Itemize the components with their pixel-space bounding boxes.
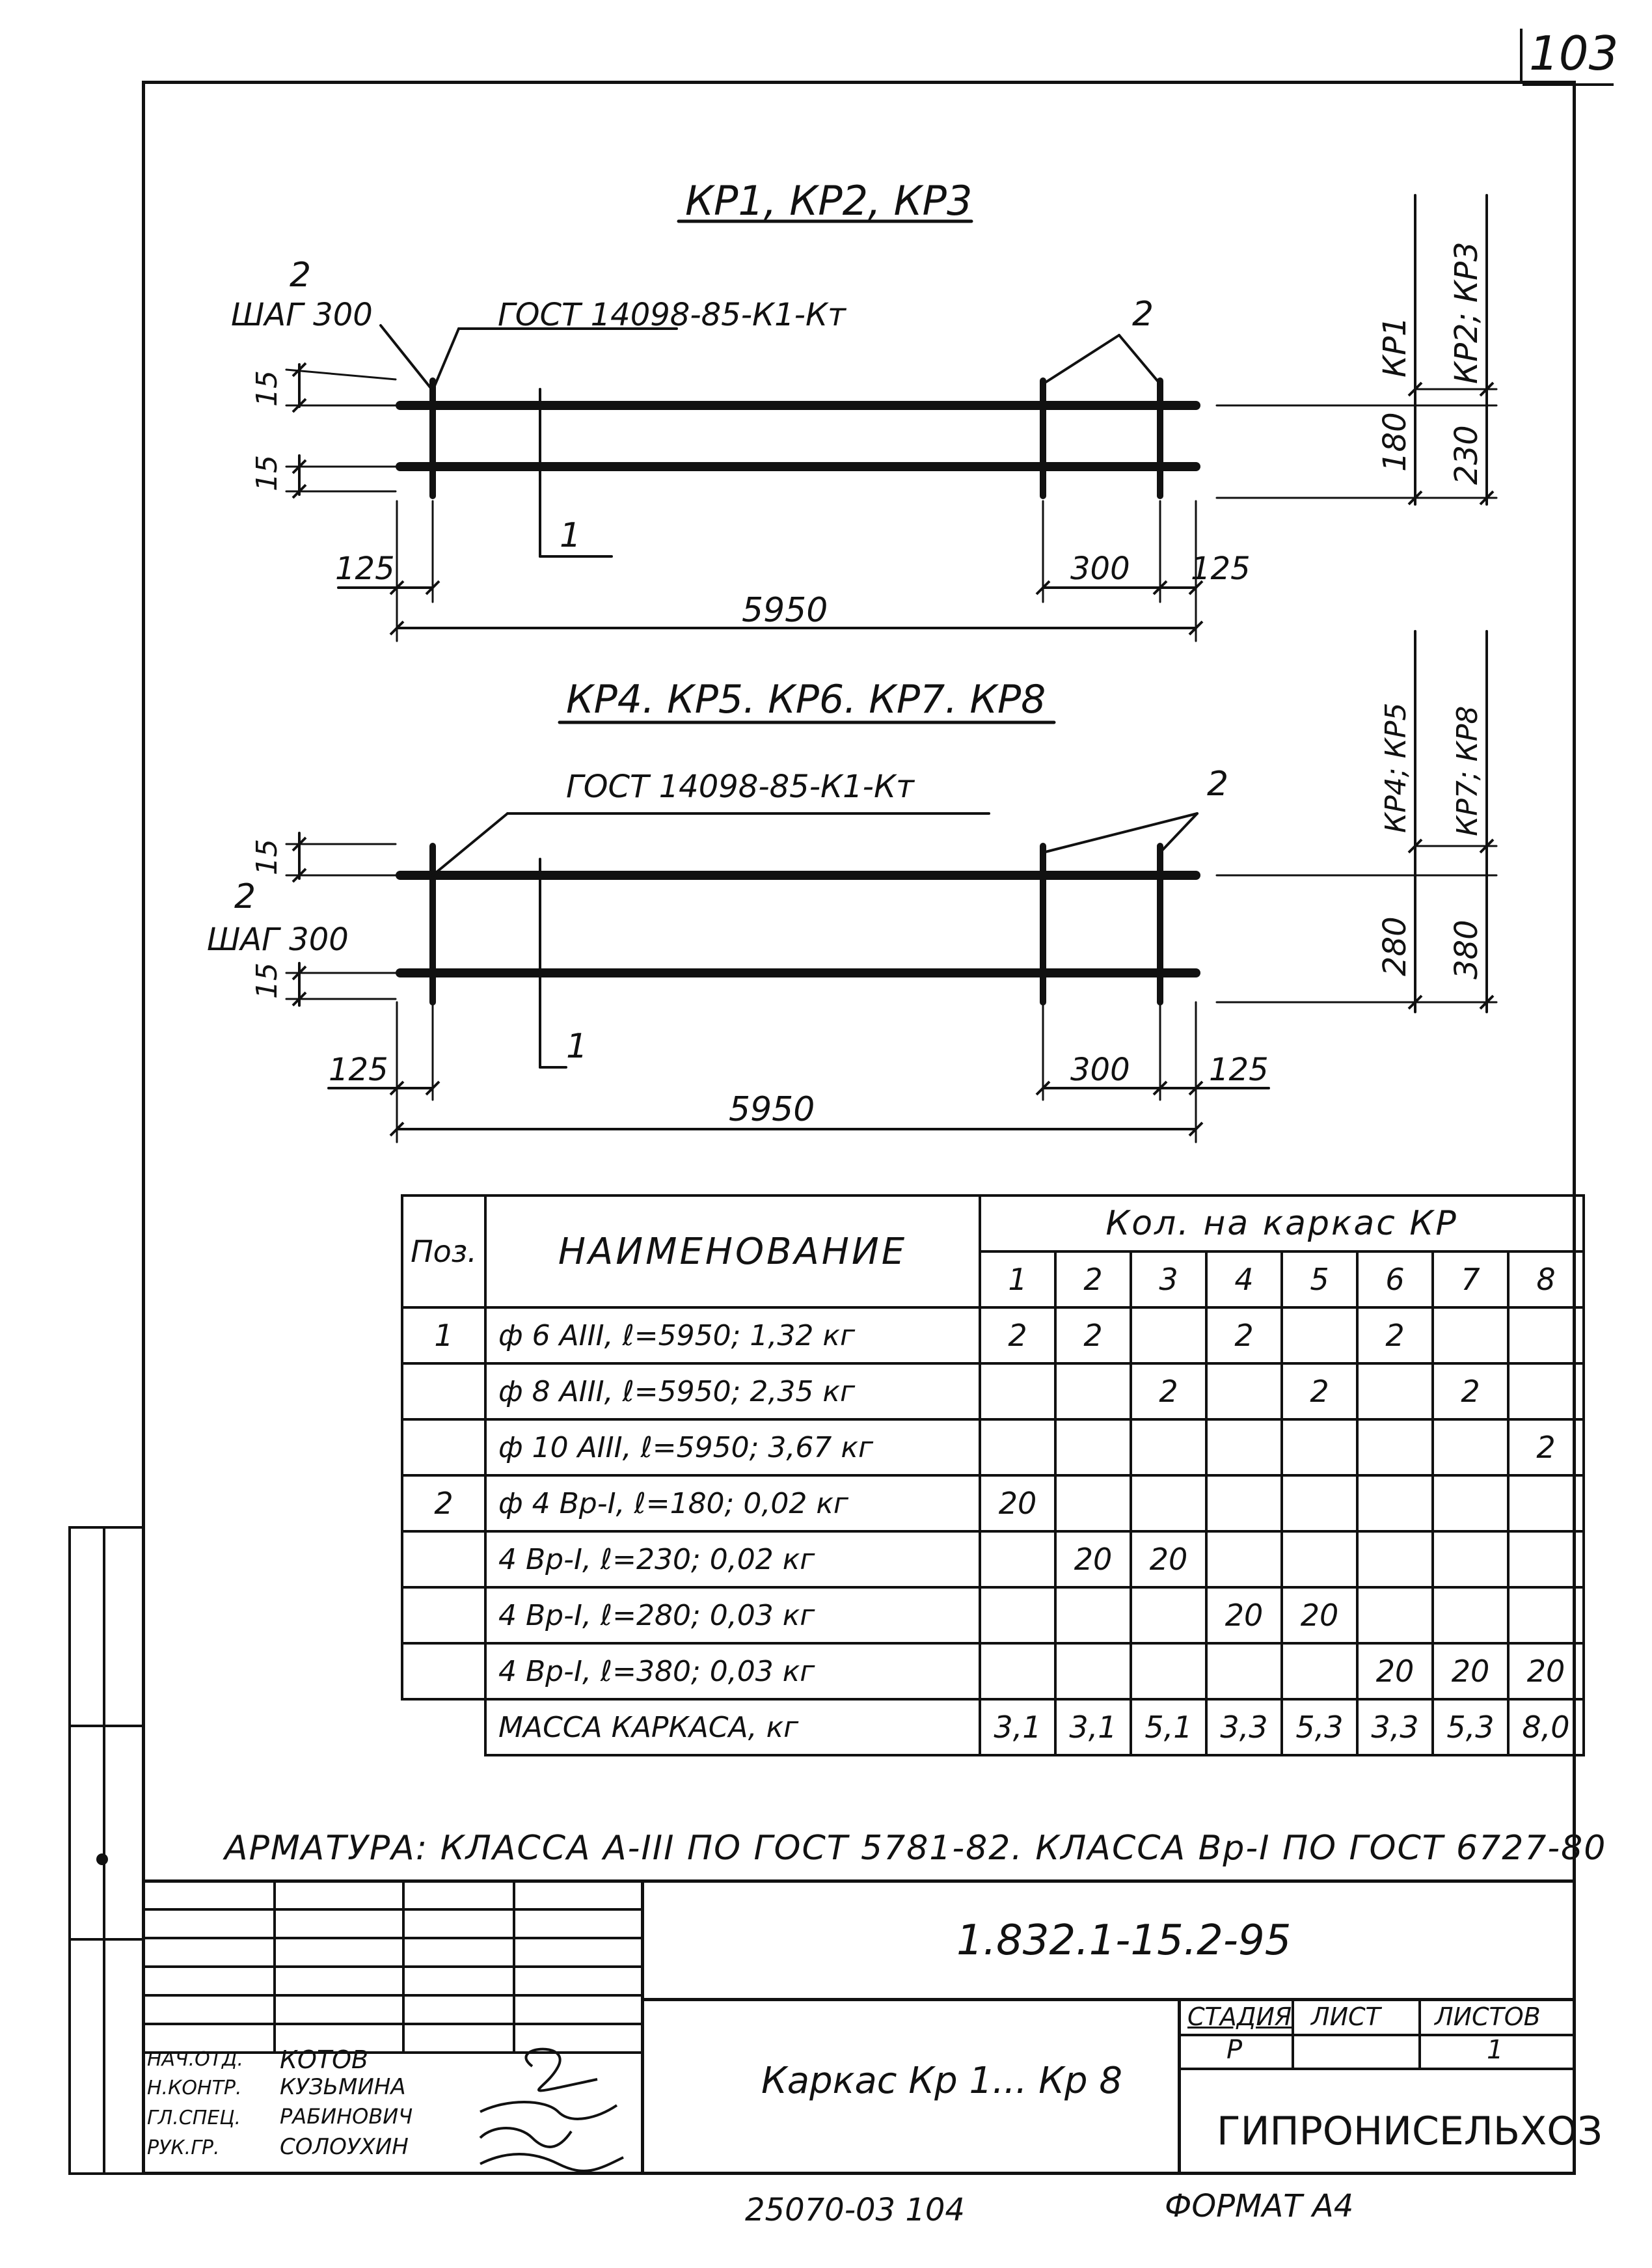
- section2-pos2-right: 2: [1207, 765, 1229, 804]
- drawing-title: Каркас Кр 1... Кр 8: [761, 2060, 1123, 2102]
- header-col: 5: [1282, 1251, 1357, 1307]
- section1-dim-180: 180: [1377, 412, 1413, 472]
- sig-role-4: РУК.ГР.: [147, 2137, 220, 2159]
- section2-dim-15-top: 15: [251, 839, 284, 875]
- sig-role-3: ГЛ.СПЕЦ.: [147, 2107, 241, 2129]
- table-row: [402, 1531, 1584, 1587]
- row-pos: [402, 1419, 485, 1475]
- row-name: 4 Вр-I, ℓ=230; 0,02 кг: [485, 1531, 980, 1587]
- row-qty: [1433, 1587, 1508, 1643]
- row-pos: [402, 1531, 485, 1587]
- section1-label-kr1: КР1: [1377, 316, 1413, 377]
- row-qty: [1357, 1531, 1433, 1587]
- mass-value: 5,1: [1131, 1699, 1206, 1755]
- section2-title: КР4. КР5. КР6. КР7. КР8: [566, 677, 1046, 722]
- mass-label: МАССА КАРКАСА, кг: [485, 1699, 980, 1755]
- row-qty: [1433, 1307, 1508, 1363]
- row-qty: [1131, 1307, 1206, 1363]
- mass-value: 5,3: [1433, 1699, 1508, 1755]
- row-qty: [1508, 1587, 1584, 1643]
- row-qty: 2: [1433, 1363, 1508, 1419]
- row-qty: 20: [1433, 1643, 1508, 1699]
- mass-row: [402, 1699, 1584, 1755]
- header-col: 1: [980, 1251, 1055, 1307]
- mass-value: 3,3: [1357, 1699, 1433, 1755]
- row-qty: [1282, 1643, 1357, 1699]
- header-col: 7: [1433, 1251, 1508, 1307]
- specification-table: [401, 1194, 1585, 1756]
- row-qty: 20: [1055, 1531, 1131, 1587]
- section2-dim-280: 280: [1377, 916, 1413, 976]
- row-qty: [1206, 1419, 1282, 1475]
- row-name: ф 6 АIII, ℓ=5950; 1,32 кг: [485, 1307, 980, 1363]
- mass-value: 3,1: [980, 1699, 1055, 1755]
- material-note: АРМАТУРА: КЛАССА А-III ПО ГОСТ 5781-82. КЛАССА Вр-I ПО ГОСТ 6727-80: [224, 1829, 1607, 1868]
- sig-name-2: КУЗЬМИНА: [280, 2074, 406, 2100]
- row-qty: [1357, 1419, 1433, 1475]
- binding-strip-line-2: [68, 1938, 142, 1941]
- table-row: [402, 1419, 1584, 1475]
- section1-title: КР1, КР2, КР3: [685, 177, 973, 225]
- sheets-header: ЛИСТОВ: [1435, 2002, 1541, 2031]
- table-row: [402, 1363, 1584, 1419]
- row-qty: 2: [1357, 1307, 1433, 1363]
- table-row: [402, 1475, 1584, 1531]
- row-qty: [1206, 1643, 1282, 1699]
- sig-name-3: РАБИНОВИЧ: [280, 2104, 413, 2129]
- section2-dim-total: 5950: [729, 1090, 815, 1129]
- mass-value: 3,1: [1055, 1699, 1131, 1755]
- binding-dot: [96, 1853, 108, 1865]
- binding-strip-line-1: [68, 1725, 142, 1727]
- row-qty: 20: [1357, 1643, 1433, 1699]
- row-qty: 2: [1508, 1419, 1584, 1475]
- row-qty: [1131, 1419, 1206, 1475]
- mass-value: 3,3: [1206, 1699, 1282, 1755]
- row-qty: 2: [980, 1307, 1055, 1363]
- header-qty: Кол. на каркас КР: [980, 1195, 1584, 1251]
- row-qty: [1508, 1307, 1584, 1363]
- row-qty: 20: [1282, 1587, 1357, 1643]
- row-qty: [1282, 1475, 1357, 1531]
- row-qty: [1357, 1475, 1433, 1531]
- row-qty: [980, 1643, 1055, 1699]
- section1-dim-15-top: 15: [251, 370, 284, 407]
- header-col: 2: [1055, 1251, 1131, 1307]
- section1-dim-15-bottom: 15: [251, 455, 284, 491]
- mass-blank: [402, 1699, 485, 1755]
- row-qty: 2: [1282, 1363, 1357, 1419]
- row-qty: 2: [1206, 1307, 1282, 1363]
- table-row: [402, 1307, 1584, 1363]
- header-col: 6: [1357, 1251, 1433, 1307]
- signature-grid: [142, 1879, 643, 2054]
- mass-value: 8,0: [1508, 1699, 1584, 1755]
- row-pos: [402, 1643, 485, 1699]
- table-row: [402, 1587, 1584, 1643]
- stage-header: СТАДИЯ: [1187, 2002, 1292, 2031]
- row-pos: 2: [402, 1475, 485, 1531]
- row-qty: [1433, 1419, 1508, 1475]
- row-qty: [1508, 1363, 1584, 1419]
- row-qty: [980, 1363, 1055, 1419]
- section2-dim-125-right: 125: [1209, 1052, 1269, 1088]
- row-name: 4 Вр-I, ℓ=380; 0,03 кг: [485, 1643, 980, 1699]
- organization: ГИПРОНИСЕЛЬХОЗ: [1217, 2109, 1603, 2154]
- binding-strip-divider: [103, 1526, 105, 2175]
- row-qty: 2: [1055, 1307, 1131, 1363]
- header-col: 4: [1206, 1251, 1282, 1307]
- table-row: [402, 1643, 1584, 1699]
- section1-gost-label: ГОСТ 14098-85-К1-Кт: [498, 297, 846, 333]
- footer-inventory: 25070-03 104: [745, 2192, 965, 2228]
- section2-label-kr7-kr8: КР7; КР8: [1451, 705, 1484, 836]
- section2-gost-label: ГОСТ 14098-85-К1-Кт: [566, 769, 915, 805]
- row-qty: [1055, 1419, 1131, 1475]
- row-qty: [1282, 1419, 1357, 1475]
- sheet-header: ЛИСТ: [1311, 2002, 1381, 2031]
- header-name: НАИМЕНОВАНИЕ: [485, 1195, 980, 1307]
- row-name: ф 8 АIII, ℓ=5950; 2,35 кг: [485, 1363, 980, 1419]
- row-qty: [1131, 1587, 1206, 1643]
- row-qty: [1357, 1363, 1433, 1419]
- row-qty: [1433, 1475, 1508, 1531]
- section2-dim-125: 125: [329, 1052, 388, 1088]
- section1-dim-125: 125: [335, 551, 395, 587]
- row-name: ф 4 Вр-I, ℓ=180; 0,02 кг: [485, 1475, 980, 1531]
- sig-name-1: КОТОВ: [280, 2045, 369, 2074]
- specification-body: [402, 1195, 1584, 1755]
- row-qty: [1131, 1643, 1206, 1699]
- row-qty: 20: [1508, 1643, 1584, 1699]
- row-qty: [1357, 1587, 1433, 1643]
- section1-pos2-label: 2: [290, 256, 312, 295]
- row-qty: [1131, 1475, 1206, 1531]
- row-qty: [1508, 1531, 1584, 1587]
- row-pos: [402, 1587, 485, 1643]
- section1-dim-230: 230: [1448, 425, 1485, 485]
- section1-dim-125-right: 125: [1191, 551, 1251, 587]
- header-pos: Поз.: [402, 1195, 485, 1307]
- row-qty: [1206, 1363, 1282, 1419]
- row-qty: 20: [1206, 1587, 1282, 1643]
- section1-step-label: ШАГ 300: [231, 297, 373, 333]
- sig-role-2: Н.КОНТР.: [147, 2077, 242, 2099]
- footer-format: ФОРМАТ А4: [1165, 2188, 1354, 2224]
- row-qty: 20: [1131, 1531, 1206, 1587]
- section1-pos1-label: 1: [560, 516, 582, 555]
- row-qty: 20: [980, 1475, 1055, 1531]
- row-qty: [1206, 1475, 1282, 1531]
- header-col: 8: [1508, 1251, 1584, 1307]
- row-qty: [1055, 1475, 1131, 1531]
- doc-code: 1.832.1-15.2-95: [956, 1917, 1292, 1965]
- row-name: ф 10 АIII, ℓ=5950; 3,67 кг: [485, 1419, 980, 1475]
- sig-role-1: НАЧ.ОТД.: [147, 2048, 244, 2071]
- row-qty: [980, 1419, 1055, 1475]
- row-qty: [1433, 1531, 1508, 1587]
- mass-value: 5,3: [1282, 1699, 1357, 1755]
- row-pos: 1: [402, 1307, 485, 1363]
- row-qty: [1055, 1363, 1131, 1419]
- row-qty: [980, 1531, 1055, 1587]
- row-name: 4 Вр-I, ℓ=280; 0,03 кг: [485, 1587, 980, 1643]
- stage-grid: [1181, 2001, 1576, 2073]
- section2-dim-380: 380: [1448, 920, 1485, 979]
- sheets-value: 1: [1487, 2035, 1504, 2065]
- row-qty: [1282, 1531, 1357, 1587]
- row-pos: [402, 1363, 485, 1419]
- row-qty: 2: [1131, 1363, 1206, 1419]
- section2-dim-300: 300: [1070, 1052, 1130, 1088]
- section1-pos2-right: 2: [1132, 295, 1154, 334]
- page-number: 103: [1529, 26, 1619, 81]
- section2-pos1-label: 1: [566, 1027, 588, 1066]
- section2-step-label: ШАГ 300: [207, 922, 349, 958]
- section1-dim-300: 300: [1070, 551, 1130, 587]
- row-qty: [1055, 1587, 1131, 1643]
- section2-dim-15-bottom: 15: [251, 963, 284, 999]
- row-qty: [1206, 1531, 1282, 1587]
- header-col: 3: [1131, 1251, 1206, 1307]
- section1-dim-total: 5950: [742, 591, 828, 630]
- row-qty: [1282, 1307, 1357, 1363]
- stage-value: Р: [1226, 2035, 1243, 2065]
- signature-body: [143, 1881, 642, 2053]
- row-qty: [980, 1587, 1055, 1643]
- sig-name-4: СОЛОУХИН: [280, 2134, 409, 2160]
- row-qty: [1055, 1643, 1131, 1699]
- section1-label-kr2-kr3: КР2; КР3: [1448, 241, 1485, 384]
- row-qty: [1508, 1475, 1584, 1531]
- section2-pos2-label: 2: [234, 877, 256, 916]
- section2-label-kr4-kr5: КР4; КР5: [1379, 702, 1413, 833]
